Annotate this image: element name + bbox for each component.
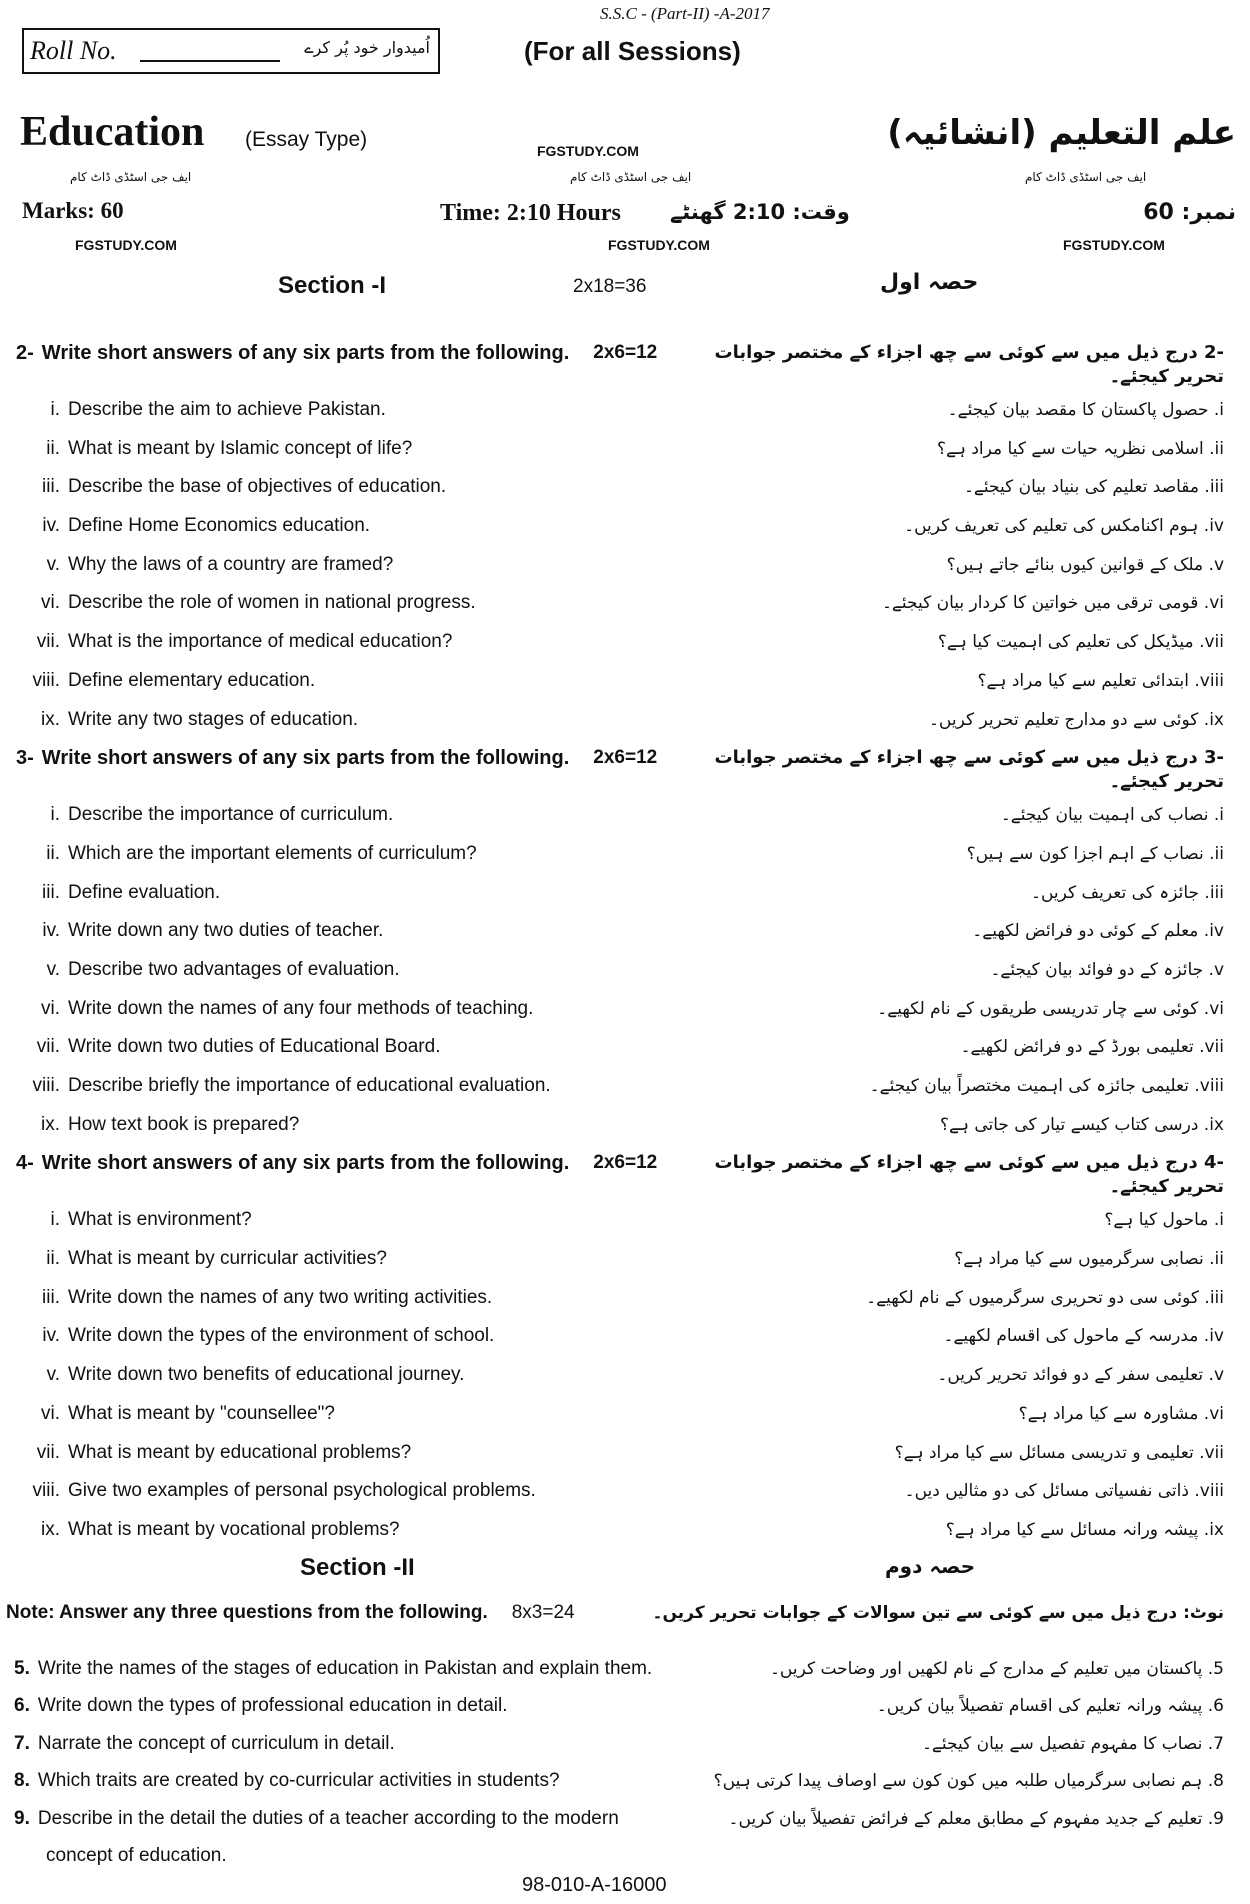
part-prompt: Which are the important elements of curriculum? bbox=[68, 842, 477, 864]
question-part bbox=[0, 432, 1250, 471]
part-text bbox=[12, 1518, 400, 1542]
roll-urdu: اُمیدوار خود پُر کرے bbox=[304, 38, 430, 57]
part-text-urdu: vi. کوئی سے چار تدریسی طریقوں کے نام لکھیے۔ bbox=[877, 998, 1224, 1019]
part-number: ii. bbox=[46, 1248, 60, 1270]
section-2-title-urdu: حصہ دوم bbox=[885, 1553, 976, 1578]
question-part bbox=[0, 1069, 1250, 1108]
part-prompt: Give two examples of personal psychological problems. bbox=[68, 1480, 536, 1502]
part-text bbox=[12, 919, 383, 943]
part-prompt: Define elementary education. bbox=[68, 669, 316, 691]
part-text bbox=[12, 958, 400, 982]
part-prompt: Describe briefly the importance of educational evaluation. bbox=[68, 1075, 551, 1096]
part-number: viii. bbox=[32, 1075, 60, 1096]
long-question bbox=[0, 1802, 1250, 1840]
long-question-urdu: 9. تعلیم کے جدید مفہوم کے مطابق معلم کے فرائض تفصیلاً بیان کریں۔ bbox=[728, 1808, 1224, 1829]
watermark: FGSTUDY.COM bbox=[537, 143, 639, 159]
part-text-urdu: iii. مقاصد تعلیم کی بنیاد بیان کیجئے۔ bbox=[963, 477, 1224, 498]
long-question-prompt: Which traits are created by co-curricular activities in students? bbox=[37, 1770, 560, 1792]
part-text-urdu: vii. میڈیکل کی تعلیم کی اہمیت کیا ہے؟ bbox=[937, 632, 1224, 653]
question-part bbox=[0, 1474, 1250, 1513]
question-number: 3- bbox=[16, 747, 34, 770]
part-prompt: Write down two duties of Educational Board. bbox=[68, 1036, 441, 1058]
part-text-urdu: ii. نصابی سرگرمیوں سے کیا مراد ہے؟ bbox=[954, 1249, 1224, 1270]
time-urdu: وقت: 2:10 گھنٹے bbox=[670, 200, 850, 224]
question-prompt: Write short answers of any six parts from the following. bbox=[41, 747, 570, 770]
long-question-prompt: Write down the types of professional education in detail. bbox=[37, 1695, 508, 1717]
part-text-urdu: i. ماحول کیا ہے؟ bbox=[1104, 1210, 1224, 1231]
long-question-urdu: 6. پیشہ ورانہ تعلیم کی اقسام تفصیلاً بیان کریں۔ bbox=[876, 1696, 1224, 1717]
long-question-text bbox=[14, 1807, 619, 1831]
long-question-text bbox=[14, 1732, 395, 1756]
question-part bbox=[0, 1436, 1250, 1475]
part-prompt: Describe the aim to achieve Pakistan. bbox=[68, 399, 386, 420]
marks-urdu: نمبر: 60 bbox=[1143, 200, 1236, 225]
part-text-urdu: iv. معلم کے کوئی دو فرائض لکھیے۔ bbox=[972, 921, 1224, 942]
question-text bbox=[16, 341, 569, 365]
question-marks: 2x6=12 bbox=[593, 342, 658, 363]
part-text-urdu: v. تعلیمی سفر کے دو فوائد تحریر کریں۔ bbox=[937, 1365, 1224, 1386]
section-1-marks: 2x18=36 bbox=[573, 276, 647, 297]
part-text bbox=[12, 630, 452, 654]
part-text bbox=[12, 1479, 536, 1503]
question-part bbox=[0, 1319, 1250, 1358]
part-prompt: Write down the types of the environment of school. bbox=[68, 1325, 495, 1347]
part-number: vi. bbox=[41, 1402, 60, 1424]
part-prompt: What is meant by Islamic concept of life? bbox=[68, 437, 413, 459]
part-number: vii. bbox=[36, 631, 60, 653]
part-number: i. bbox=[50, 804, 60, 826]
section-2-marks: 8x3=24 bbox=[511, 1601, 575, 1623]
long-question-number: 8. bbox=[14, 1770, 30, 1792]
section-2-title: Section -II bbox=[300, 1553, 415, 1581]
part-prompt: Write any two stages of education. bbox=[68, 708, 359, 730]
part-text-urdu: i. نصاب کی اہمیت بیان کیجئے۔ bbox=[1000, 805, 1224, 826]
question-9-continuation-row bbox=[0, 1839, 1250, 1874]
part-text-urdu: vi. قومی ترقی میں خواتین کا کردار بیان کیجئے۔ bbox=[881, 593, 1224, 614]
watermark: FGSTUDY.COM bbox=[75, 237, 177, 253]
long-question-text bbox=[14, 1694, 508, 1718]
long-question bbox=[0, 1652, 1250, 1690]
question-part bbox=[0, 586, 1250, 625]
part-number: iv. bbox=[42, 920, 60, 942]
part-text-urdu: vi. مشاورہ سے کیا مراد ہے؟ bbox=[1018, 1403, 1224, 1424]
question-text-urdu: -2 درج ذیل میں سے کوئی سے چھ اجزاء کے مختصر جوابات تحریر کیجئے۔ bbox=[714, 342, 1224, 387]
part-text bbox=[12, 1035, 440, 1059]
part-prompt: What is meant by "counsellee"? bbox=[68, 1402, 335, 1424]
section-2-header bbox=[0, 1552, 1250, 1596]
part-number: vi. bbox=[41, 592, 60, 614]
part-prompt: Write down two benefits of educational journey. bbox=[68, 1364, 465, 1386]
part-prompt: Describe two advantages of evaluation. bbox=[68, 958, 400, 980]
question-prompt: Write short answers of any six parts from the following. bbox=[41, 342, 570, 364]
long-question-number: 5. bbox=[14, 1657, 30, 1679]
part-text bbox=[12, 1113, 299, 1137]
part-number: vii. bbox=[36, 1036, 60, 1058]
watermark-urdu: ایف جی اسٹڈی ڈاٹ کام bbox=[70, 170, 192, 184]
question-part bbox=[0, 1281, 1250, 1320]
question-heading bbox=[0, 741, 1250, 798]
question-number: 2- bbox=[16, 342, 34, 364]
long-question-prompt: Write the names of the stages of education in Pakistan and explain them. bbox=[37, 1657, 653, 1679]
question-marks: 2x6=12 bbox=[593, 747, 658, 769]
part-text-urdu: ix. درسی کتاب کیسے تیار کی جاتی ہے؟ bbox=[939, 1114, 1224, 1135]
section-1-title-urdu: حصہ اول bbox=[880, 270, 979, 295]
part-text bbox=[12, 1363, 464, 1387]
long-question bbox=[0, 1727, 1250, 1765]
question-part bbox=[0, 1397, 1250, 1436]
question-part bbox=[0, 625, 1250, 664]
question-part bbox=[0, 1513, 1250, 1552]
part-text bbox=[12, 475, 446, 499]
part-text bbox=[12, 437, 412, 461]
part-text-urdu: iv. مدرسہ کے ماحول کی اقسام لکھیے۔ bbox=[943, 1326, 1224, 1347]
part-text-urdu: i. حصول پاکستان کا مقصد بیان کیجئے۔ bbox=[947, 400, 1224, 420]
long-question-text bbox=[14, 1769, 560, 1793]
long-question-number: 9. bbox=[14, 1807, 30, 1829]
question-text bbox=[16, 1151, 569, 1175]
part-prompt: Write down the names of any two writing activities. bbox=[68, 1286, 493, 1308]
part-number: viii. bbox=[32, 669, 60, 691]
section-2-note-urdu: نوٹ: درج ذیل میں سے کوئی سے تین سوالات کے جوابات تحریر کریں۔ bbox=[652, 1602, 1224, 1623]
part-text-urdu: iv. ہوم اکنامکس کی تعلیم کی تعریف کریں۔ bbox=[904, 516, 1224, 537]
section-2-note-row bbox=[0, 1596, 1250, 1652]
part-number: v. bbox=[46, 553, 60, 575]
part-prompt: Define Home Economics education. bbox=[68, 515, 371, 537]
question-part bbox=[0, 393, 1250, 432]
part-prompt: Describe the importance of curriculum. bbox=[68, 804, 394, 826]
part-number: viii. bbox=[32, 1480, 60, 1502]
part-text bbox=[12, 1324, 494, 1348]
question-part bbox=[0, 1030, 1250, 1069]
part-text bbox=[12, 514, 370, 538]
question-part bbox=[0, 798, 1250, 837]
long-question-number: 6. bbox=[14, 1695, 30, 1717]
question-part bbox=[0, 837, 1250, 876]
watermark-urdu: ایف جی اسٹڈی ڈاٹ کام bbox=[570, 170, 692, 184]
part-prompt: What is meant by vocational problems? bbox=[68, 1518, 400, 1540]
question-heading bbox=[0, 1146, 1250, 1203]
footer bbox=[0, 1874, 1250, 1904]
part-number: ix. bbox=[41, 1518, 60, 1540]
subject-title: Education bbox=[20, 109, 205, 155]
part-text bbox=[12, 1441, 411, 1465]
part-text bbox=[12, 669, 315, 693]
marks-label: Marks: 60 bbox=[22, 198, 124, 223]
long-question-prompt: Describe in the detail the duties of a teacher according to the modern bbox=[37, 1807, 619, 1829]
part-prompt: Describe the role of women in national progress. bbox=[68, 592, 476, 614]
question-part bbox=[0, 876, 1250, 915]
part-number: ix. bbox=[41, 1113, 60, 1135]
part-prompt: Describe the base of objectives of education. bbox=[68, 476, 447, 498]
part-number: ii. bbox=[46, 437, 60, 459]
part-text bbox=[12, 881, 220, 905]
question-part bbox=[0, 509, 1250, 548]
question-part bbox=[0, 1203, 1250, 1242]
long-question-number: 7. bbox=[14, 1732, 30, 1754]
question-text-urdu: -3 درج ذیل میں سے کوئی سے چھ اجزاء کے مختصر جوابات تحریر کیجئے۔ bbox=[714, 747, 1224, 793]
part-text bbox=[12, 842, 477, 866]
question-part bbox=[0, 953, 1250, 992]
question-part bbox=[0, 1242, 1250, 1281]
watermark-urdu: ایف جی اسٹڈی ڈاٹ کام bbox=[1025, 170, 1147, 184]
section-1-title: Section -I bbox=[278, 272, 387, 299]
part-number: i. bbox=[50, 399, 60, 420]
roll-number-box[interactable] bbox=[22, 28, 440, 74]
part-number: v. bbox=[46, 1364, 60, 1386]
question-text-urdu: -4 درج ذیل میں سے کوئی سے چھ اجزاء کے مختصر جوابات تحریر کیجئے۔ bbox=[714, 1152, 1224, 1198]
part-text-urdu: viii. ذاتی نفسیاتی مسائل کی دو مثالیں دیں۔ bbox=[904, 1481, 1224, 1502]
part-number: v. bbox=[46, 958, 60, 980]
question-prompt: Write short answers of any six parts from the following. bbox=[41, 1152, 570, 1175]
part-text bbox=[12, 591, 476, 615]
paper-code: S.S.C - (Part-II) -A-2017 bbox=[600, 4, 770, 23]
footer-code: 98-010-A-16000 bbox=[522, 1874, 667, 1897]
section-2-note: Note: Answer any three questions from the following. bbox=[6, 1601, 488, 1623]
part-text-urdu: v. ملک کے قوانین کیوں بنائے جاتے ہیں؟ bbox=[946, 554, 1224, 575]
part-prompt: What is environment? bbox=[68, 1209, 252, 1231]
subject-title-urdu: علم التعلیم (انشائیہ) bbox=[887, 113, 1236, 153]
part-text-urdu: ii. نصاب کے اہم اجزا کون سے ہیں؟ bbox=[966, 843, 1224, 864]
watermark: FGSTUDY.COM bbox=[608, 237, 710, 253]
part-text bbox=[12, 997, 533, 1021]
question-body bbox=[0, 336, 1250, 1904]
part-text bbox=[12, 398, 386, 422]
question-text bbox=[16, 746, 569, 770]
question-part bbox=[0, 703, 1250, 742]
question-part bbox=[0, 914, 1250, 953]
part-prompt: Write down the names of any four methods of teaching. bbox=[68, 997, 534, 1019]
long-question-urdu: 5. پاکستان میں تعلیم کے مدارج کے نام لکھیں اور وضاحت کریں۔ bbox=[769, 1658, 1224, 1679]
part-text bbox=[12, 553, 393, 577]
question-part bbox=[0, 470, 1250, 509]
long-question-urdu: 8. ہم نصابی سرگرمیاں طلبہ میں کون کون سے اوصاف پیدا کرتی ہیں؟ bbox=[713, 1771, 1224, 1792]
roll-label: Roll No. bbox=[30, 36, 117, 65]
part-text-urdu: iii. کوئی سی دو تحریری سرگرمیوں کے نام لکھیے۔ bbox=[866, 1287, 1224, 1308]
part-text-urdu: v. جائزہ کے دو فوائد بیان کیجئے۔ bbox=[990, 959, 1224, 980]
question-part bbox=[0, 992, 1250, 1031]
question-part bbox=[0, 548, 1250, 587]
part-text bbox=[12, 1074, 551, 1098]
long-question-urdu: 7. نصاب کا مفہوم تفصیل سے بیان کیجئے۔ bbox=[921, 1733, 1224, 1754]
question-number: 4- bbox=[16, 1152, 34, 1175]
part-text bbox=[12, 1208, 252, 1232]
question-part bbox=[0, 1358, 1250, 1397]
part-text-urdu: vii. تعلیمی و تدریسی مسائل سے کیا مراد ہے؟ bbox=[894, 1442, 1224, 1463]
part-number: i. bbox=[50, 1209, 60, 1231]
part-text-urdu: vii. تعلیمی بورڈ کے دو فرائض لکھیے۔ bbox=[960, 1037, 1224, 1058]
part-prompt: Write down any two duties of teacher. bbox=[68, 920, 384, 942]
long-questions bbox=[0, 1652, 1250, 1840]
question-heading bbox=[0, 336, 1250, 393]
part-text-urdu: ix. پیشہ ورانہ مسائل سے کیا مراد ہے؟ bbox=[945, 1519, 1224, 1540]
part-text bbox=[12, 1402, 335, 1426]
part-text-urdu: ix. کوئی سے دو مدارج تعلیم تحریر کریں۔ bbox=[928, 709, 1224, 730]
part-number: iii. bbox=[42, 1286, 60, 1308]
question-part bbox=[0, 1108, 1250, 1147]
part-prompt: Why the laws of a country are framed? bbox=[68, 553, 394, 575]
long-question bbox=[0, 1764, 1250, 1802]
part-text bbox=[12, 1247, 387, 1271]
question-marks: 2x6=12 bbox=[593, 1152, 658, 1174]
long-question-text bbox=[14, 1657, 652, 1681]
part-number: iv. bbox=[42, 515, 60, 537]
part-text-urdu: ii. اسلامی نظریہ حیات سے کیا مراد ہے؟ bbox=[937, 438, 1224, 459]
part-number: ii. bbox=[46, 842, 60, 864]
subject-type: (Essay Type) bbox=[245, 128, 368, 151]
part-number: iv. bbox=[42, 1325, 60, 1347]
question-part bbox=[0, 664, 1250, 703]
short-questions bbox=[0, 336, 1250, 1552]
part-text-urdu: viii. ابتدائی تعلیم سے کیا مراد ہے؟ bbox=[977, 670, 1224, 691]
watermark: FGSTUDY.COM bbox=[1063, 237, 1165, 253]
part-prompt: What is meant by educational problems? bbox=[68, 1441, 412, 1463]
part-text bbox=[12, 708, 358, 732]
part-text-urdu: iii. جائزہ کی تعریف کریں۔ bbox=[1031, 882, 1224, 903]
part-number: ix. bbox=[41, 708, 60, 730]
long-question bbox=[0, 1689, 1250, 1727]
roll-blank bbox=[140, 60, 280, 62]
part-text bbox=[12, 803, 393, 827]
part-prompt: Define evaluation. bbox=[68, 881, 221, 903]
part-prompt: What is the importance of medical education? bbox=[68, 631, 453, 653]
question-9-continuation: concept of education. bbox=[46, 1845, 227, 1867]
part-text-urdu: viii. تعلیمی جائزہ کی اہمیت مختصراً بیان کیجئے۔ bbox=[869, 1076, 1224, 1096]
part-number: iii. bbox=[42, 881, 60, 903]
part-number: vii. bbox=[36, 1441, 60, 1463]
part-number: vi. bbox=[41, 997, 60, 1019]
part-prompt: How text book is prepared? bbox=[68, 1113, 300, 1135]
sessions-label: (For all Sessions) bbox=[524, 36, 741, 66]
part-prompt: What is meant by curricular activities? bbox=[68, 1248, 387, 1270]
time-label: Time: 2:10 Hours bbox=[440, 200, 621, 226]
long-question-prompt: Narrate the concept of curriculum in detail. bbox=[37, 1732, 395, 1754]
part-text bbox=[12, 1286, 492, 1310]
part-number: iii. bbox=[42, 476, 60, 498]
